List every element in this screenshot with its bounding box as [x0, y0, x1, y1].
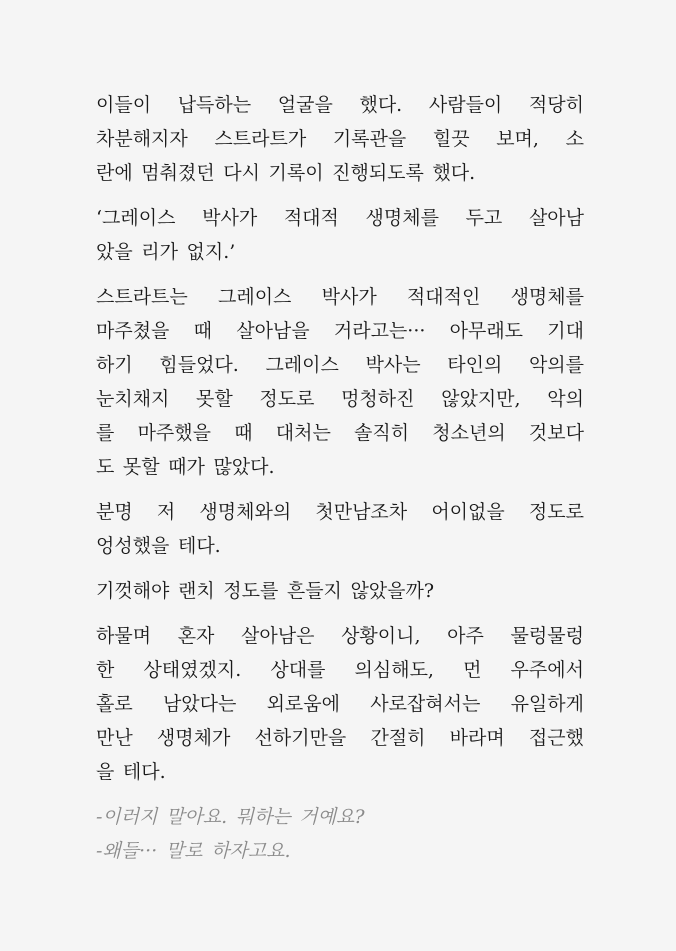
text-line [96, 721, 584, 755]
word: 거라고는··· [333, 320, 426, 342]
word: 간절히 [370, 727, 426, 749]
word: 것보다 [528, 422, 584, 444]
word: 저 [156, 501, 176, 523]
word: 눈치채지 [96, 388, 170, 410]
word: 악의를 [528, 354, 584, 376]
word: 의심해도, [354, 659, 434, 681]
paragraph [96, 280, 584, 484]
word: 때 [234, 422, 253, 444]
word: 리가 [141, 241, 178, 263]
dialogue-block [96, 800, 584, 868]
word: 분명 [96, 501, 133, 523]
text-body [96, 88, 584, 868]
word: 소 [565, 128, 584, 150]
word: 납득하는 [177, 94, 252, 116]
word: 없지.’ [186, 241, 236, 263]
text-line [96, 314, 584, 348]
word: 접근했 [528, 727, 584, 749]
word: 란에 [96, 162, 133, 184]
word: 청소년의 [432, 422, 506, 444]
word: 뭐하는 [235, 806, 291, 828]
word: 스트라트는 [96, 286, 188, 308]
word: 았을 [96, 241, 133, 263]
word: 하자고요. [211, 840, 291, 862]
paragraph [96, 88, 584, 190]
word: 멈춰졌던 [141, 162, 215, 184]
text-line [96, 755, 584, 789]
text-line [96, 450, 584, 484]
word: 타인의 [447, 354, 503, 376]
word: 스트라트가 [214, 128, 307, 150]
word: 때 [193, 320, 212, 342]
word: 사로잡혀서는 [370, 693, 481, 715]
word: 적당히 [528, 94, 584, 116]
text-line [96, 201, 584, 235]
word: 정도로 [259, 388, 315, 410]
word: 테다. [177, 535, 221, 557]
word: 흔들지 [286, 580, 342, 602]
paragraph [96, 495, 584, 563]
word: 물렁물렁 [510, 625, 584, 647]
text-line [96, 653, 584, 687]
word: 상황이니, [341, 625, 421, 647]
word: 상태였겠지. [143, 659, 242, 681]
text-line [96, 574, 584, 608]
paragraph [96, 574, 584, 608]
word: 아무래도 [449, 320, 524, 342]
word: 정도를 [223, 580, 279, 602]
word: 사람들이 [428, 94, 503, 116]
word: 아주 [447, 625, 484, 647]
word: 한 [96, 659, 115, 681]
word: 마주했을 [137, 422, 211, 444]
text-line [96, 416, 584, 450]
text-line [96, 495, 584, 529]
word: 첫만남조차 [315, 501, 408, 523]
word: ‘그레이스 [96, 207, 176, 229]
word: 많았다. [213, 456, 275, 478]
word: 정도로 [528, 501, 584, 523]
word: 힘들었다. [159, 354, 239, 376]
paragraph-list [96, 88, 584, 789]
word: 도 [96, 456, 115, 478]
word: 박사는 [365, 354, 421, 376]
word: 테다. [122, 761, 166, 783]
word: 우주에서 [510, 659, 584, 681]
word: 를 [96, 422, 115, 444]
word: 이들이 [96, 94, 152, 116]
word: 힐끗 [432, 128, 470, 150]
text-line [96, 687, 584, 721]
text-line [96, 348, 584, 382]
text-line [96, 280, 584, 314]
word: 보며, [496, 128, 539, 150]
word: 만난 [96, 727, 133, 749]
word: 마주쳤을 [96, 320, 170, 342]
word: 바라며 [449, 727, 505, 749]
word: 생명체를 [365, 207, 439, 229]
word: 먼 [463, 659, 482, 681]
word: 하기 [96, 354, 133, 376]
text-line [96, 382, 584, 416]
word: 남았다는 [162, 693, 237, 715]
text-line [96, 88, 584, 122]
word: 생명체와의 [199, 501, 292, 523]
word: 상대를 [270, 659, 326, 681]
word: 적대적 [283, 207, 339, 229]
word: 엉성했을 [96, 535, 170, 557]
word: 거예요? [299, 806, 365, 828]
text-line [96, 235, 584, 269]
word: 살아남은 [241, 625, 315, 647]
word: 않았지만, [441, 388, 521, 410]
word: 생명체가 [156, 727, 231, 749]
dialogue-line [96, 834, 584, 868]
word: 진행되도록 [332, 162, 424, 184]
word: 기껏해야 [96, 580, 170, 602]
word: 다시 [223, 162, 260, 184]
word: 홀로 [96, 693, 133, 715]
word: 그레이스 [265, 354, 339, 376]
text-line [96, 529, 584, 563]
word: 기대 [547, 320, 584, 342]
word: 못할 [196, 388, 233, 410]
word: -왜들··· [96, 840, 158, 862]
word: 그레이스 [218, 286, 292, 308]
paragraph [96, 619, 584, 789]
word: 생명체를 [510, 286, 584, 308]
text-line [96, 619, 584, 653]
word: 대처는 [275, 422, 331, 444]
word: 못할 [122, 456, 160, 478]
text-line [96, 156, 584, 190]
word: 을 [96, 761, 115, 783]
word: 외로움에 [266, 693, 340, 715]
word: 적대적인 [406, 286, 481, 308]
word: 어이없을 [431, 501, 505, 523]
paragraph [96, 201, 584, 269]
word: 살아남 [528, 207, 584, 229]
word: 유일하게 [510, 693, 584, 715]
word: 않았을까? [350, 580, 435, 602]
dialogue-line [96, 800, 584, 834]
word: 박사가 [202, 207, 258, 229]
word: 했다. [359, 94, 403, 116]
word: 악의 [547, 388, 584, 410]
word: 기록관을 [332, 128, 407, 150]
word: 하물며 [96, 625, 152, 647]
word: 박사가 [321, 286, 377, 308]
word: 선하기만을 [254, 727, 347, 749]
word: -이러지 [96, 806, 158, 828]
word: 말로 [165, 840, 203, 862]
word: 말아요. [166, 806, 228, 828]
word: 두고 [465, 207, 503, 229]
word: 솔직히 [354, 422, 410, 444]
word: 했다. [432, 162, 476, 184]
text-line [96, 122, 584, 156]
word: 랜치 [177, 580, 215, 602]
word: 때가 [168, 456, 205, 478]
word: 살아남을 [236, 320, 310, 342]
word: 차분해지자 [96, 128, 188, 150]
word: 기록이 [268, 162, 324, 184]
word: 혼자 [177, 625, 215, 647]
word: 멍청하진 [341, 388, 415, 410]
word: 얼굴을 [277, 94, 333, 116]
